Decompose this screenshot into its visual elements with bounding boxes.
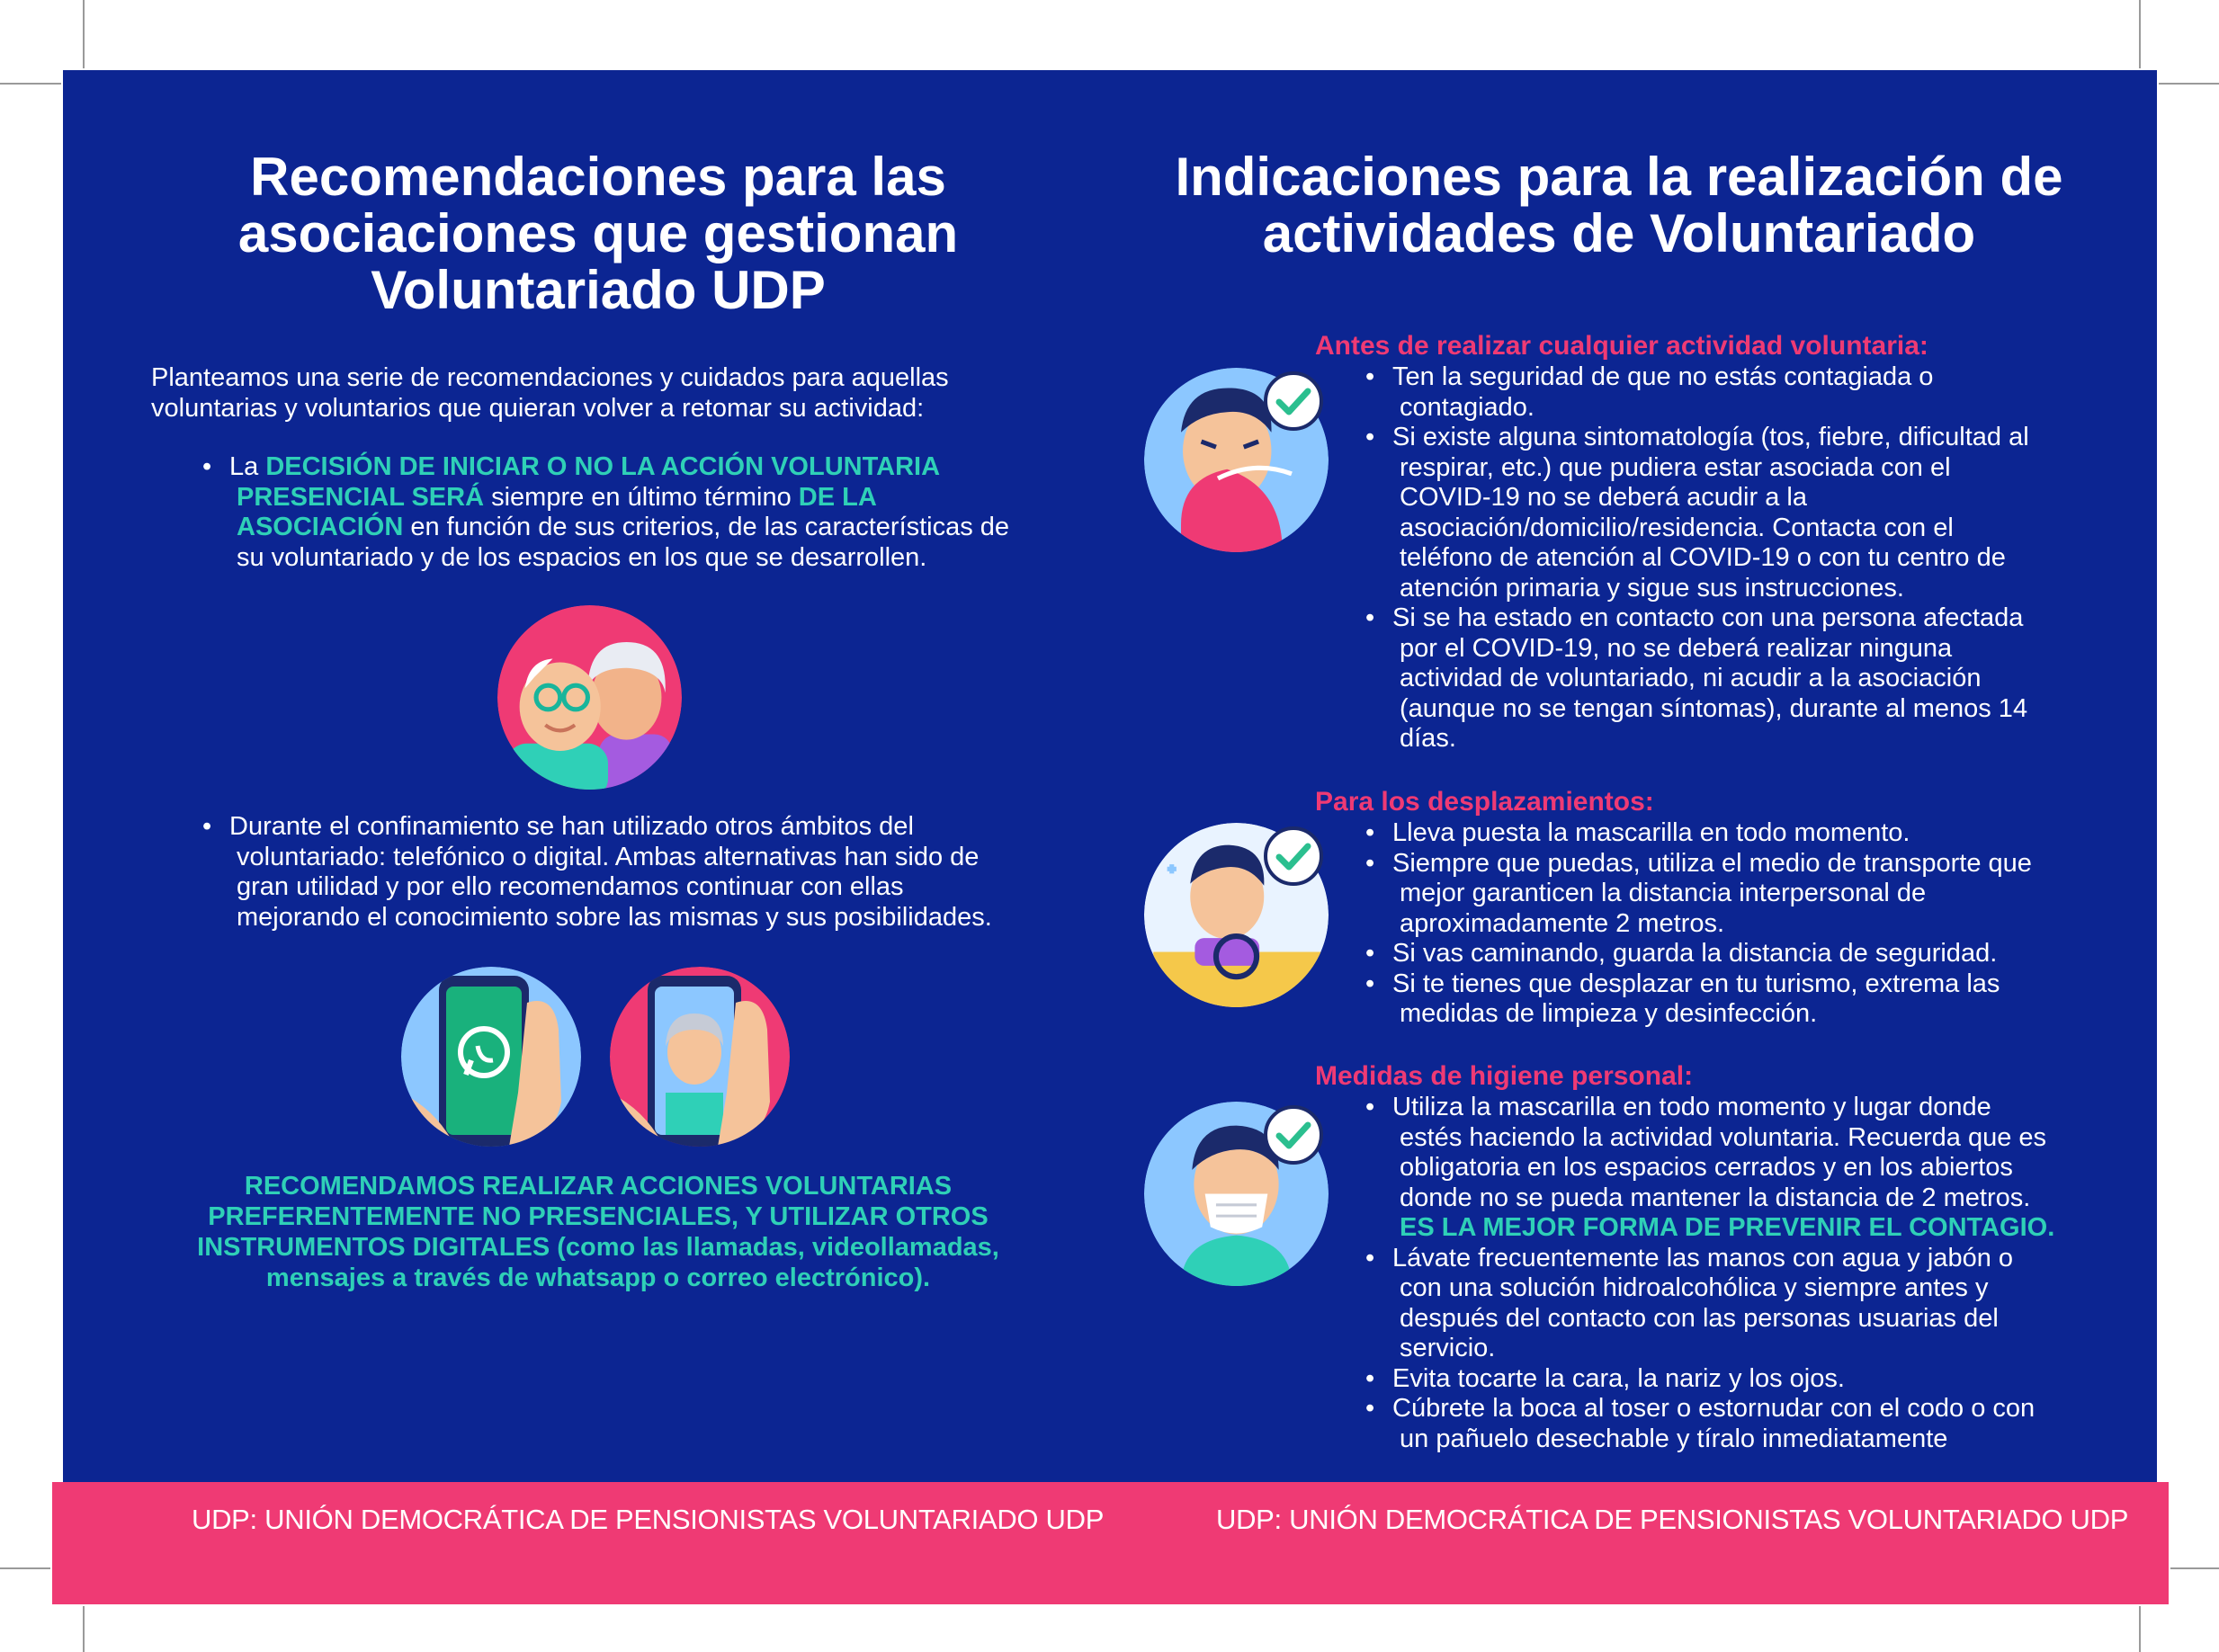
left-bullet-list-1 [202, 452, 1030, 573]
left-closing-recommendation [162, 1171, 1034, 1293]
section-list-travel [1365, 818, 2139, 1030]
bullet-line: mejor garanticen la distancia interpersonal de [1400, 879, 1927, 907]
crop-mark [83, 0, 85, 68]
check-icon [1263, 371, 1324, 432]
list-item [1365, 969, 2139, 1030]
text-run: La [229, 452, 266, 481]
closing-line: RECOMENDAMOS REALIZAR ACCIONES VOLUNTARIAS [244, 1172, 953, 1201]
section-heading-before-activity: Antes de realizar cualquier actividad voluntaria: [1315, 331, 1928, 361]
list-item [1365, 1364, 2139, 1395]
bullet-line: con una solución hidroalcohólica y siempre antes y [1400, 1273, 1989, 1302]
bullet-line: actividad de voluntariado, ni acudir a la asociación [1400, 664, 1982, 692]
video-call-phone-icon [610, 967, 790, 1147]
bullet-dot: • [1365, 423, 1375, 451]
bullet-line: Si vas caminando, guarda la distancia de seguridad. [1392, 939, 1998, 968]
bullet-dot: • [1365, 603, 1375, 632]
elderly-couple-icon [497, 605, 682, 790]
section-heading-hygiene: Medidas de higiene personal: [1315, 1061, 1694, 1091]
list-item [1365, 939, 2139, 969]
list-item [1365, 362, 2139, 423]
section-list-before-activity [1365, 362, 2139, 755]
bullet-line: aproximadamente 2 metros. [1400, 908, 1725, 938]
section-list-hygiene [1365, 1093, 2139, 1454]
left-title-line: Recomendaciones para las [250, 147, 946, 207]
text-emphasis: ASOCIACIÓN [237, 513, 404, 541]
bullet-line: asociación/domicilio/residencia. Contacta con el [1400, 513, 1954, 542]
bullet-line: por el COVID-19, no se deberá realizar ninguna [1400, 633, 1953, 663]
bullet-line: mejorando el conocimiento sobre las mismas y sus posibilidades. [237, 902, 992, 932]
bullet-dot: • [1365, 969, 1375, 998]
bullet-line: Utiliza la mascarilla en todo momento y lugar donde [1392, 1093, 1991, 1121]
list-item [1365, 1093, 2139, 1244]
bullet-line: días. [1400, 724, 1456, 753]
bullet-line: Lávate frecuentemente las manos con agua y jabón o [1392, 1243, 2014, 1272]
bullet-line: Evita tocarte la cara, la nariz y los ojos. [1392, 1363, 1845, 1393]
bullet-line: atención primaria y sigue sus instrucciones. [1400, 573, 1904, 603]
closing-line: PREFERENTEMENTE NO PRESENCIALES, Y UTILIZAR OTROS [208, 1202, 989, 1231]
bullet-line: Cúbrete la boca al toser o estornudar con el codo o con [1392, 1394, 2036, 1423]
text-run: en función de sus criterios, de las características de [403, 513, 1010, 541]
intro-line: Planteamos una serie de recomendaciones y cuidados para aquellas [151, 363, 949, 392]
text-emphasis: PRESENCIAL SERÁ [237, 482, 485, 512]
crop-mark [2139, 1606, 2141, 1652]
bullet-line: un pañuelo desechable y tíralo inmediatamente [1400, 1424, 1948, 1453]
bullet-line: gran utilidad y por ello recomendamos continuar con ellas [237, 872, 904, 901]
crop-mark [0, 83, 61, 85]
bullet-dot: • [1365, 362, 1375, 391]
text-emphasis: DE LA [798, 482, 877, 512]
closing-line: INSTRUMENTOS DIGITALES (como las llamadas, videollamadas, [197, 1233, 999, 1262]
left-bullet-list-2 [202, 812, 1030, 933]
list-item [1365, 1244, 2139, 1364]
whatsapp-phone-icon [401, 967, 581, 1147]
list-item [202, 452, 1030, 573]
crop-mark [0, 1567, 50, 1569]
bullet-dot: • [202, 452, 212, 481]
text-emphasis: DECISIÓN DE INICIAR O NO LA ACCIÓN VOLUNTARIA [265, 452, 941, 481]
bullet-dot: • [1365, 1243, 1375, 1272]
bullet-dot: • [1365, 818, 1375, 847]
bullet-line [229, 513, 1030, 543]
check-icon [1263, 826, 1324, 887]
crop-mark [2139, 0, 2141, 68]
left-title [144, 148, 1052, 318]
bullet-line: servicio. [1400, 1334, 1496, 1362]
list-item [1365, 423, 2139, 603]
left-title-line: Voluntariado UDP [371, 260, 826, 320]
list-item [1365, 1394, 2139, 1454]
left-intro [151, 363, 1051, 424]
bullet-dot: • [1365, 1363, 1375, 1393]
bullet-line: Si te tienes que desplazar en tu turismo, extrema las [1392, 969, 2000, 998]
bullet-line: su voluntariado y de los espacios en los que se desarrollen. [237, 542, 927, 572]
right-title-line: actividades de Voluntariado [1262, 203, 1976, 263]
bullet-dot: • [1365, 1093, 1375, 1121]
bullet-line: Lleva puesta la mascarilla en todo momento. [1392, 818, 1910, 847]
bullet-line: Siempre que puedas, utiliza el medio de transporte que [1392, 848, 2032, 878]
bullet-emphasis: ES LA MEJOR FORMA DE PREVENIR EL CONTAGIO. [1400, 1213, 2055, 1242]
bullet-line: después del contacto con las personas usuarias del [1400, 1303, 1999, 1333]
bullet-line: teléfono de atención al COVID-19 o con tu centro de [1400, 543, 2006, 572]
bullet-dot: • [1365, 848, 1375, 878]
bullet-line: Si existe alguna sintomatología (tos, fiebre, dificultad al [1392, 423, 2029, 451]
intro-line: voluntarias y voluntarios que quieran volver a retomar su actividad: [151, 393, 925, 423]
text-run: siempre en último término [484, 482, 799, 512]
list-item [1365, 818, 2139, 849]
bullet-line: Durante el confinamiento se han utilizado otros ámbitos del [229, 812, 914, 841]
footer-text-right: UDP: UNIÓN DEMOCRÁTICA DE PENSIONISTAS VOLUNTARIADO UDP [1216, 1504, 2129, 1535]
list-item [202, 812, 1030, 933]
bullet-line: voluntariado: telefónico o digital. Ambas alternativas han sido de [237, 842, 980, 871]
footer-band [52, 1482, 2169, 1604]
bullet-line: Si se ha estado en contacto con una persona afectada [1392, 603, 2024, 632]
bullet-dot: • [1365, 939, 1375, 968]
crop-mark [83, 1606, 85, 1652]
bullet-line: COVID-19 no se deberá acudir a la [1400, 483, 1807, 512]
right-title-line: Indicaciones para la realización de [1175, 147, 2063, 207]
bullet-line: respirar, etc.) que pudiera estar asociada con el [1400, 452, 1951, 482]
bullet-line: contagiado. [1400, 392, 1535, 422]
bullet-line: donde no se pueda mantener la distancia de 2 metros. [1400, 1183, 2031, 1212]
list-item [1365, 849, 2139, 940]
check-icon [1263, 1104, 1324, 1165]
crop-mark [2170, 1567, 2219, 1569]
crop-mark [2159, 83, 2219, 85]
bullet-line: obligatoria en los espacios cerrados y en los abiertos [1400, 1153, 2013, 1182]
section-heading-travel: Para los desplazamientos: [1315, 787, 1654, 817]
right-title [1129, 148, 2109, 262]
closing-line: mensajes a través de whatsapp o correo electrónico). [265, 1264, 931, 1292]
bullet-line: (aunque no se tengan síntomas), durante al menos 14 [1400, 693, 2028, 723]
left-title-line: asociaciones que gestionan [237, 203, 959, 263]
bullet-line: estés haciendo la actividad voluntaria. Recuerda que es [1400, 1122, 2047, 1152]
bullet-line [229, 452, 1030, 483]
bullet-line: medidas de limpieza y desinfección. [1400, 999, 1818, 1028]
list-item [1365, 603, 2139, 755]
bullet-line [229, 483, 1030, 513]
bullet-dot: • [1365, 1394, 1375, 1423]
footer-text-left: UDP: UNIÓN DEMOCRÁTICA DE PENSIONISTAS VOLUNTARIADO UDP [192, 1504, 1105, 1535]
bullet-line: Ten la seguridad de que no estás contagiada o [1392, 362, 1934, 391]
bullet-dot: • [202, 812, 212, 841]
